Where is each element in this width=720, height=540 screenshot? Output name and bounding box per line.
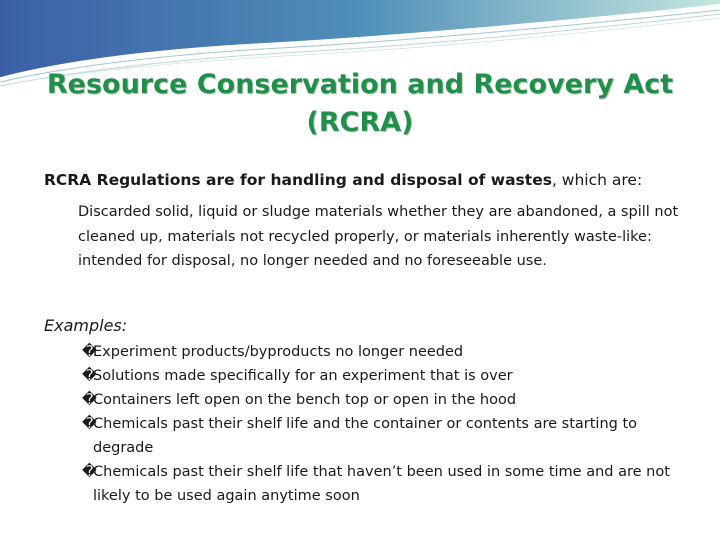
bullet-icon: �: [82, 368, 97, 384]
list-item: [82, 412, 694, 460]
list-item-text: Solutions made specifically for an experiment that is over: [93, 368, 513, 384]
title-line-2: (RCRA): [306, 107, 414, 138]
slide-title: [40, 66, 680, 142]
list-item: [82, 340, 694, 364]
lead-statement: [44, 168, 704, 192]
bullet-icon: �: [82, 344, 97, 360]
list-item: [82, 388, 694, 412]
list-item-text: Containers left open on the bench top or open in the hood: [93, 392, 517, 408]
list-item-text: Experiment products/byproducts no longer needed: [93, 344, 464, 360]
lead-rest-text: , which are:: [551, 171, 643, 189]
waste-definition: Discarded solid, liquid or sludge materials whether they are abandoned, a spill not cleaned up, materials not recycled properly, or materials inherently waste-like: intended for disposal, no longer needed and no foreseeable use.: [78, 204, 679, 269]
examples-list: [82, 340, 694, 508]
bullet-icon: �: [82, 392, 97, 408]
list-item: [82, 364, 694, 388]
lead-bold-text: RCRA Regulations are for handling and disposal of wastes: [44, 171, 552, 189]
title-line-1: Resource Conservation and Recovery Act: [46, 69, 674, 100]
bullet-icon: �: [82, 416, 97, 432]
list-item-text: Chemicals past their shelf life and the container or contents are starting to degrade: [93, 416, 638, 456]
bullet-icon: �: [82, 464, 97, 480]
examples-label: Examples:: [44, 316, 128, 335]
list-item: [82, 460, 694, 508]
list-item-text: Chemicals past their shelf life that haven’t been used in some time and are not likely to be used again anytime soon: [93, 464, 670, 504]
